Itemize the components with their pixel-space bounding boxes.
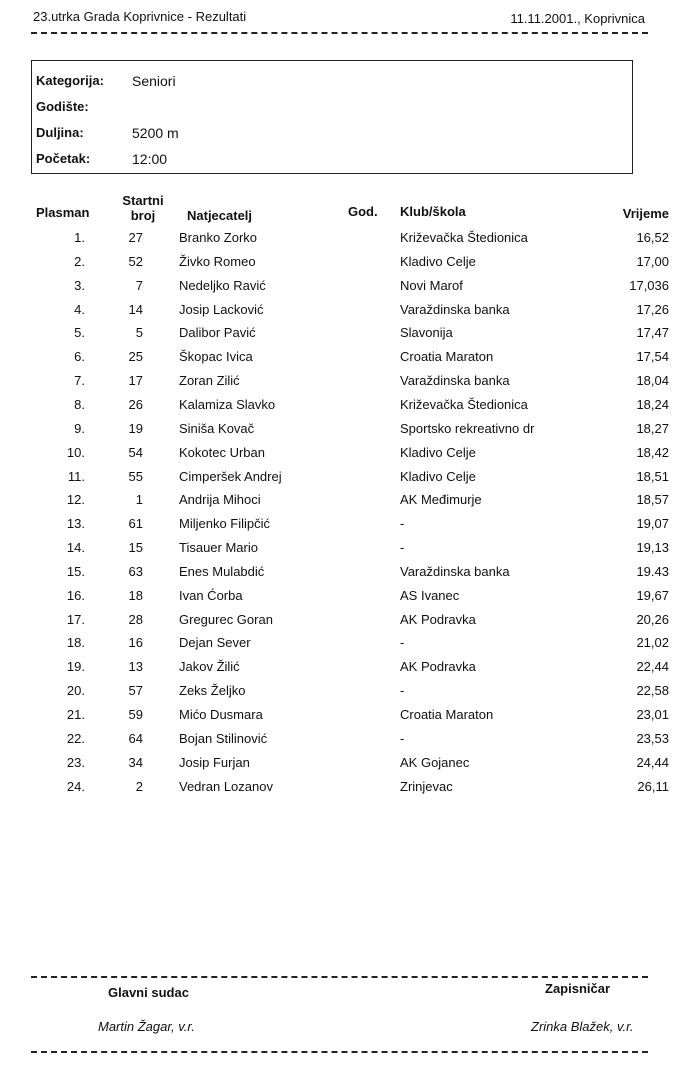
table-row [0, 683, 693, 703]
row-time: 19,07 [636, 516, 669, 532]
row-name: Vedran Lozanov [179, 778, 273, 794]
judge-label: Glavni sudac [108, 985, 189, 1000]
row-club: Kladivo Celje [400, 253, 476, 269]
row-name: Živko Romeo [179, 253, 256, 269]
row-place: 10. [66, 444, 85, 460]
header-broj: broj [130, 208, 156, 223]
pocetak-value: 12:00 [132, 151, 168, 167]
row-place: 16. [66, 587, 85, 603]
kategorija-label: Kategorija: [36, 73, 104, 88]
row-bib: 17 [128, 373, 143, 389]
row-club: Kladivo Celje [400, 468, 476, 484]
table-row [0, 302, 693, 322]
row-time: 17,26 [636, 301, 669, 317]
table-row [0, 540, 693, 560]
row-bib: 57 [128, 683, 143, 699]
header-startni-broj [119, 193, 167, 223]
row-place: 17. [66, 611, 85, 627]
row-bib: 2 [135, 778, 143, 794]
kategorija-value: Seniori [132, 73, 176, 89]
row-club: AK Podravka [400, 659, 476, 675]
race-info-box [31, 60, 633, 174]
row-name: Branko Zorko [179, 230, 258, 245]
row-name: Josip Lacković [179, 301, 264, 317]
row-bib: 63 [128, 563, 143, 579]
row-time: 18,42 [636, 444, 669, 460]
row-place: 18. [66, 635, 85, 651]
row-name: Dalibor Pavić [179, 325, 256, 341]
row-club: Sportsko rekreativno dr [400, 420, 535, 436]
row-club: Varaždinska banka [400, 563, 510, 579]
date-place: 11.11.2001., Koprivnica [510, 11, 645, 26]
table-row [0, 564, 693, 584]
row-name: Nedeljko Ravić [179, 277, 266, 293]
row-place: 2. [74, 253, 85, 269]
row-time: 24,44 [636, 754, 669, 770]
row-place: 9. [74, 420, 85, 436]
row-place: 8. [74, 396, 85, 412]
row-place: 21. [66, 707, 85, 722]
row-name: Tisauer Mario [179, 540, 258, 556]
table-row [0, 516, 693, 536]
row-name: Siniša Kovač [179, 420, 255, 436]
row-time: 19.43 [636, 563, 669, 579]
header-natjecatelj: Natjecatelj [187, 208, 253, 223]
row-bib: 61 [128, 516, 143, 532]
row-place: 15. [66, 563, 85, 579]
row-club: - [400, 683, 405, 699]
row-place: 20. [66, 683, 85, 699]
row-time: 22,44 [636, 659, 669, 675]
row-time: 23,53 [636, 730, 669, 746]
row-time: 19,67 [636, 587, 669, 603]
judge-name: Martin Žagar, v.r. [98, 1019, 195, 1034]
row-place: 23. [66, 754, 85, 770]
document-title: 23.utrka Grada Koprivnice - Rezultati [33, 9, 247, 24]
row-name: Miljenko Filipčić [179, 516, 271, 532]
table-row [0, 421, 693, 441]
table-row [0, 779, 693, 799]
row-bib: 25 [128, 349, 143, 365]
row-place: 5. [74, 325, 85, 341]
row-place: 6. [74, 349, 85, 365]
row-bib: 64 [128, 730, 143, 746]
row-time: 17,036 [629, 277, 669, 293]
table-row [0, 469, 693, 489]
header-vrijeme: Vrijeme [622, 206, 669, 221]
row-time: 21,02 [636, 635, 669, 651]
table-row [0, 254, 693, 274]
row-place: 24. [66, 778, 85, 794]
row-time: 17,47 [636, 325, 669, 341]
row-club: AK Gojanec [400, 754, 470, 770]
row-name: Josip Furjan [179, 754, 250, 770]
row-place: 12. [66, 492, 85, 508]
table-row [0, 731, 693, 751]
row-bib: 55 [128, 468, 143, 484]
row-time: 18,51 [636, 468, 669, 484]
row-time: 18,04 [636, 373, 669, 389]
row-name: Kokotec Urban [179, 444, 265, 460]
row-name: Zeks Željko [179, 683, 246, 699]
row-bib: 19 [128, 420, 143, 436]
row-time: 17,00 [636, 253, 669, 269]
table-row [0, 349, 693, 369]
row-bib: 13 [128, 659, 143, 675]
table-row [0, 659, 693, 679]
row-club: - [400, 540, 405, 556]
row-time: 20,26 [636, 611, 669, 627]
table-row [0, 492, 693, 512]
row-time: 18,27 [636, 420, 669, 436]
row-club: Slavonija [400, 325, 453, 341]
row-club: - [400, 635, 405, 651]
row-time: 17,54 [636, 349, 669, 365]
row-time: 18,24 [636, 396, 669, 412]
row-name: Mićo Dusmara [179, 707, 263, 722]
row-time: 18,57 [636, 492, 669, 508]
row-place: 22. [66, 730, 85, 746]
table-row [0, 278, 693, 298]
row-name: Cimperšek Andrej [179, 468, 282, 484]
row-time: 19,13 [636, 540, 669, 556]
row-bib: 52 [128, 253, 143, 269]
row-time: 16,52 [636, 230, 669, 245]
row-time: 23,01 [636, 707, 669, 722]
row-place: 13. [66, 516, 85, 532]
row-place: 14. [66, 540, 85, 556]
row-bib: 34 [128, 754, 143, 770]
row-name: Škopac Ivica [179, 349, 253, 365]
bottom-divider-top [31, 976, 648, 978]
duljina-label: Duljina: [36, 125, 84, 140]
header-startni: Startni [122, 193, 164, 208]
table-row [0, 588, 693, 608]
row-name: Enes Mulabdić [179, 563, 265, 579]
row-club: AK Međimurje [400, 492, 482, 508]
recorder-name: Zrinka Blažek, v.r. [531, 1019, 634, 1034]
row-bib: 5 [135, 325, 143, 341]
row-club: Varaždinska banka [400, 373, 510, 389]
row-bib: 16 [128, 635, 143, 651]
recorder-label: Zapisničar [545, 981, 611, 996]
row-name: Andrija Mihoci [179, 492, 261, 508]
row-place: 1. [74, 230, 85, 245]
row-club: Križevačka Štedionica [400, 396, 528, 412]
table-row [0, 707, 693, 727]
row-club: Croatia Maraton [400, 707, 494, 722]
row-name: Zoran Zilić [179, 373, 240, 389]
row-bib: 54 [128, 444, 143, 460]
row-club: Kladivo Celje [400, 444, 476, 460]
row-name: Gregurec Goran [179, 611, 273, 627]
header-god: God. [348, 204, 378, 219]
row-club: - [400, 516, 405, 532]
table-row [0, 325, 693, 345]
row-bib: 1 [135, 492, 143, 508]
row-bib: 26 [128, 396, 143, 412]
row-bib: 27 [128, 230, 143, 245]
godiste-label: Godište: [36, 99, 89, 114]
table-row [0, 635, 693, 655]
table-row [0, 755, 693, 775]
row-bib: 15 [128, 540, 143, 556]
row-name: Dejan Sever [179, 635, 251, 651]
row-club: AK Podravka [400, 611, 476, 627]
bottom-divider-bottom [31, 1051, 648, 1053]
table-row [0, 397, 693, 417]
row-time: 22,58 [636, 683, 669, 699]
row-club: Croatia Maraton [400, 349, 494, 365]
header-plasman: Plasman [36, 205, 90, 220]
duljina-value: 5200 m [132, 125, 179, 141]
table-row [0, 373, 693, 393]
row-place: 3. [74, 277, 85, 293]
row-club: Novi Marof [400, 277, 463, 293]
row-club: AS Ivanec [400, 587, 460, 603]
row-bib: 14 [128, 301, 143, 317]
row-club: Zrinjevac [400, 778, 453, 794]
pocetak-label: Početak: [36, 151, 91, 166]
top-divider [31, 32, 648, 34]
row-place: 7. [74, 373, 85, 389]
row-name: Bojan Stilinović [179, 730, 268, 746]
header-klub: Klub/škola [400, 204, 466, 219]
row-name: Kalamiza Slavko [179, 396, 276, 412]
row-name: Ivan Ćorba [179, 587, 243, 603]
row-name: Jakov Žilić [179, 659, 240, 675]
row-place: 4. [74, 301, 85, 317]
table-row [0, 612, 693, 632]
table-row [0, 230, 693, 250]
row-bib: 7 [135, 277, 143, 293]
row-bib: 59 [128, 707, 143, 722]
row-bib: 28 [128, 611, 143, 627]
table-row [0, 445, 693, 465]
row-place: 11. [67, 468, 85, 484]
row-club: Varaždinska banka [400, 301, 510, 317]
row-club: Križevačka Štedionica [400, 230, 528, 245]
row-bib: 18 [128, 587, 143, 603]
row-club: - [400, 730, 405, 746]
row-place: 19. [66, 659, 85, 675]
row-time: 26,11 [637, 778, 669, 794]
